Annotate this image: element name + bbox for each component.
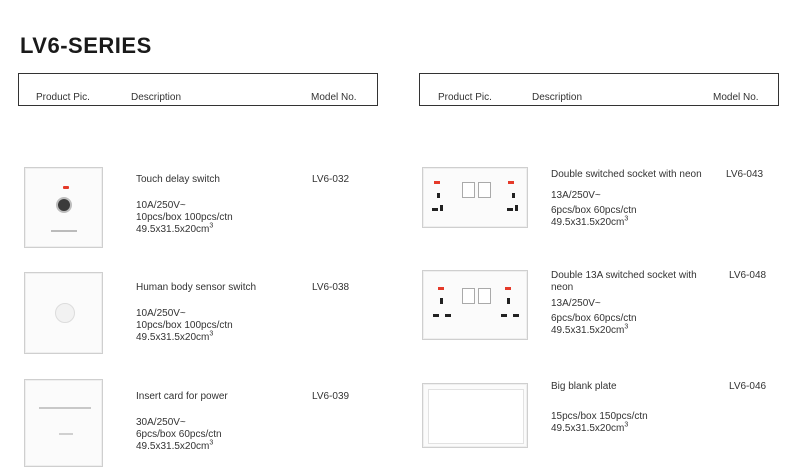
model-number: LV6-048 [729, 270, 767, 281]
product-spec: 10A/250V~ [136, 200, 186, 211]
product-spec: 30A/250V~ [136, 417, 186, 428]
product-spec: 49.5x31.5x20cm [136, 441, 210, 452]
product-image-human-body-sensor-switch [24, 272, 103, 354]
product-name: Touch delay switch [136, 174, 220, 185]
product-name: Double 13A switched socket with neon [551, 270, 697, 293]
superscript: 3 [624, 323, 629, 331]
product-spec: 10A/250V~ [136, 308, 186, 319]
product-image-big-blank-plate [422, 383, 528, 448]
table-header-right [419, 73, 779, 106]
product-spec: 49.5x31.5x20cm [551, 325, 625, 336]
page-title: LV6-SERIES [20, 33, 152, 58]
product-image-double-switched-socket [422, 167, 528, 228]
product-name: Insert card for power [136, 391, 228, 402]
product-spec: 6pcs/box 60pcs/ctn [136, 429, 222, 440]
product-image-insert-card-for-power [24, 379, 103, 467]
superscript: 3 [209, 439, 214, 447]
header-model-no: Model No. [311, 92, 357, 103]
model-number: LV6-046 [729, 381, 767, 392]
model-number: LV6-039 [312, 391, 350, 402]
table-header-left [18, 73, 378, 106]
product-spec: 49.5x31.5x20cm [136, 224, 210, 235]
model-number: LV6-038 [312, 282, 350, 293]
header-product-pic: Product Pic. [438, 92, 492, 103]
product-spec: 6pcs/box 60pcs/ctn [551, 313, 637, 324]
product-spec: 13A/250V~ [551, 298, 601, 309]
product-spec: 13A/250V~ [551, 190, 601, 201]
product-spec: 10pcs/box 100pcs/ctn [136, 212, 233, 223]
product-spec: 49.5x31.5x20cm [551, 217, 625, 228]
product-name: Double switched socket with neon [551, 169, 702, 180]
model-number: LV6-032 [312, 174, 350, 185]
header-description: Description [131, 92, 182, 103]
product-spec: 15pcs/box 150pcs/ctn [551, 411, 648, 422]
product-spec: 6pcs/box 60pcs/ctn [551, 205, 637, 216]
product-spec: 10pcs/box 100pcs/ctn [136, 320, 233, 331]
product-name: Human body sensor switch [136, 282, 257, 293]
product-image-double-13a-switched-socket [422, 270, 528, 340]
superscript: 3 [624, 215, 629, 223]
product-name: Big blank plate [551, 381, 617, 392]
superscript: 3 [209, 330, 214, 338]
header-product-pic: Product Pic. [36, 92, 90, 103]
model-number: LV6-043 [726, 169, 764, 180]
header-description: Description [532, 92, 583, 103]
header-model-no: Model No. [713, 92, 759, 103]
product-image-touch-delay-switch [24, 167, 103, 248]
superscript: 3 [624, 421, 629, 429]
product-spec: 49.5x31.5x20cm [551, 423, 625, 434]
superscript: 3 [209, 222, 214, 230]
product-spec: 49.5x31.5x20cm [136, 332, 210, 343]
